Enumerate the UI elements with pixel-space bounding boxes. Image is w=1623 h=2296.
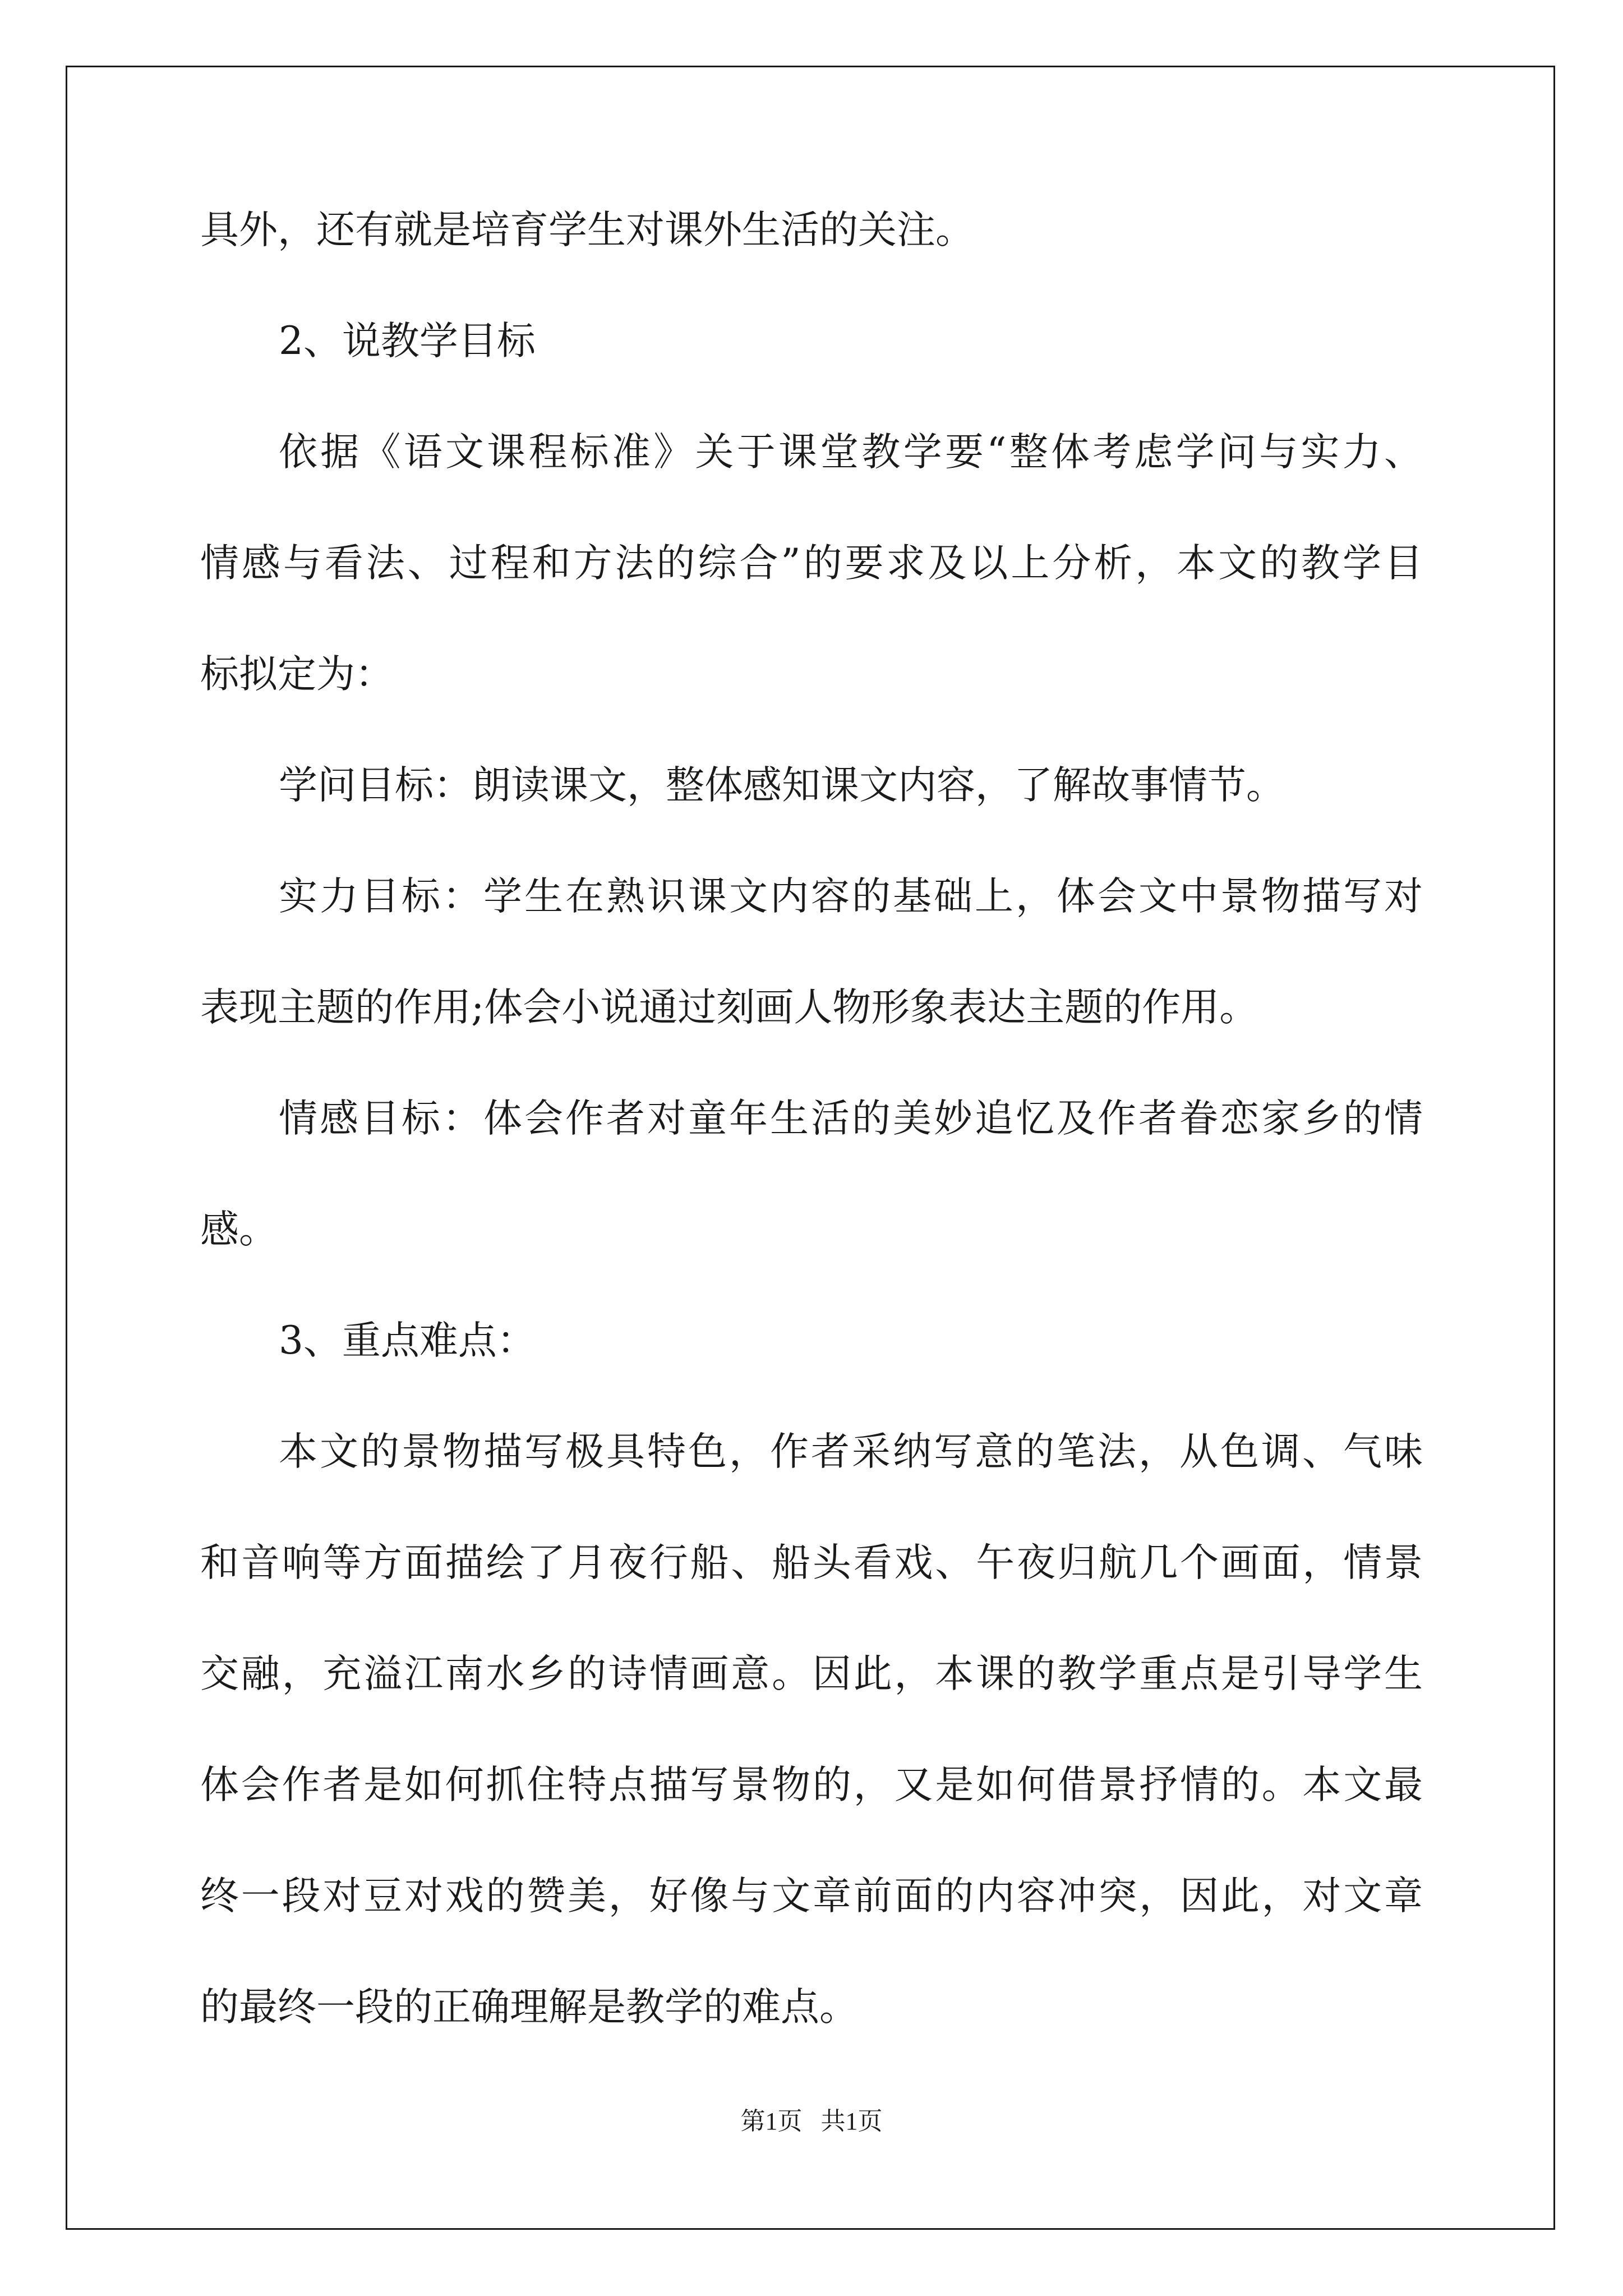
text-line: 感。 — [200, 1207, 278, 1252]
text-line: 和音响等方面描绘了月夜行船、船头看戏、午夜归航几个画面，情景 — [200, 1540, 1423, 1585]
text-line: 标拟定为： — [200, 652, 394, 697]
text-line: 表现主题的作用;体会小说通过刻画人物形象表达主题的作用。 — [200, 985, 1258, 1030]
text-line: 交融，充溢江南水乡的诗情画意。因此，本课的教学重点是引导学生 — [200, 1651, 1423, 1696]
text-line: 的最终一段的正确理解是教学的难点。 — [200, 1985, 858, 2030]
text-line: 情感与看法、过程和方法的综合”的要求及以上分析，本文的教学目 — [200, 541, 1423, 586]
text-line: 学问目标：朗读课文，整体感知课文内容，了解故事情节。 — [279, 763, 1285, 808]
text-line: 情感目标：体会作者对童年生活的美妙追忆及作者眷恋家乡的情 — [279, 1096, 1423, 1141]
page-number: 第1页 共1页 — [740, 2108, 883, 2135]
text-line: 体会作者是如何抓住特点描写景物的，又是如何借景抒情的。本文最 — [200, 1763, 1423, 1807]
section-heading: 2、说教学目标 — [279, 319, 536, 364]
section-heading: 3、重点难点： — [279, 1318, 536, 1363]
text-line: 本文的景物描写极具特色，作者采纳写意的笔法，从色调、气味 — [279, 1429, 1423, 1474]
text-line: 实力目标：学生在熟识课文内容的基础上，体会文中景物描写对 — [279, 874, 1423, 919]
text-line: 终一段对豆对戏的赞美，好像与文章前面的内容冲突，因此，对文章 — [200, 1874, 1423, 1918]
text-line: 依据《语文课程标准》关于课堂教学要“整体考虑学问与实力、 — [279, 430, 1423, 475]
text-line: 具外，还有就是培育学生对课外生活的关注。 — [200, 208, 974, 252]
